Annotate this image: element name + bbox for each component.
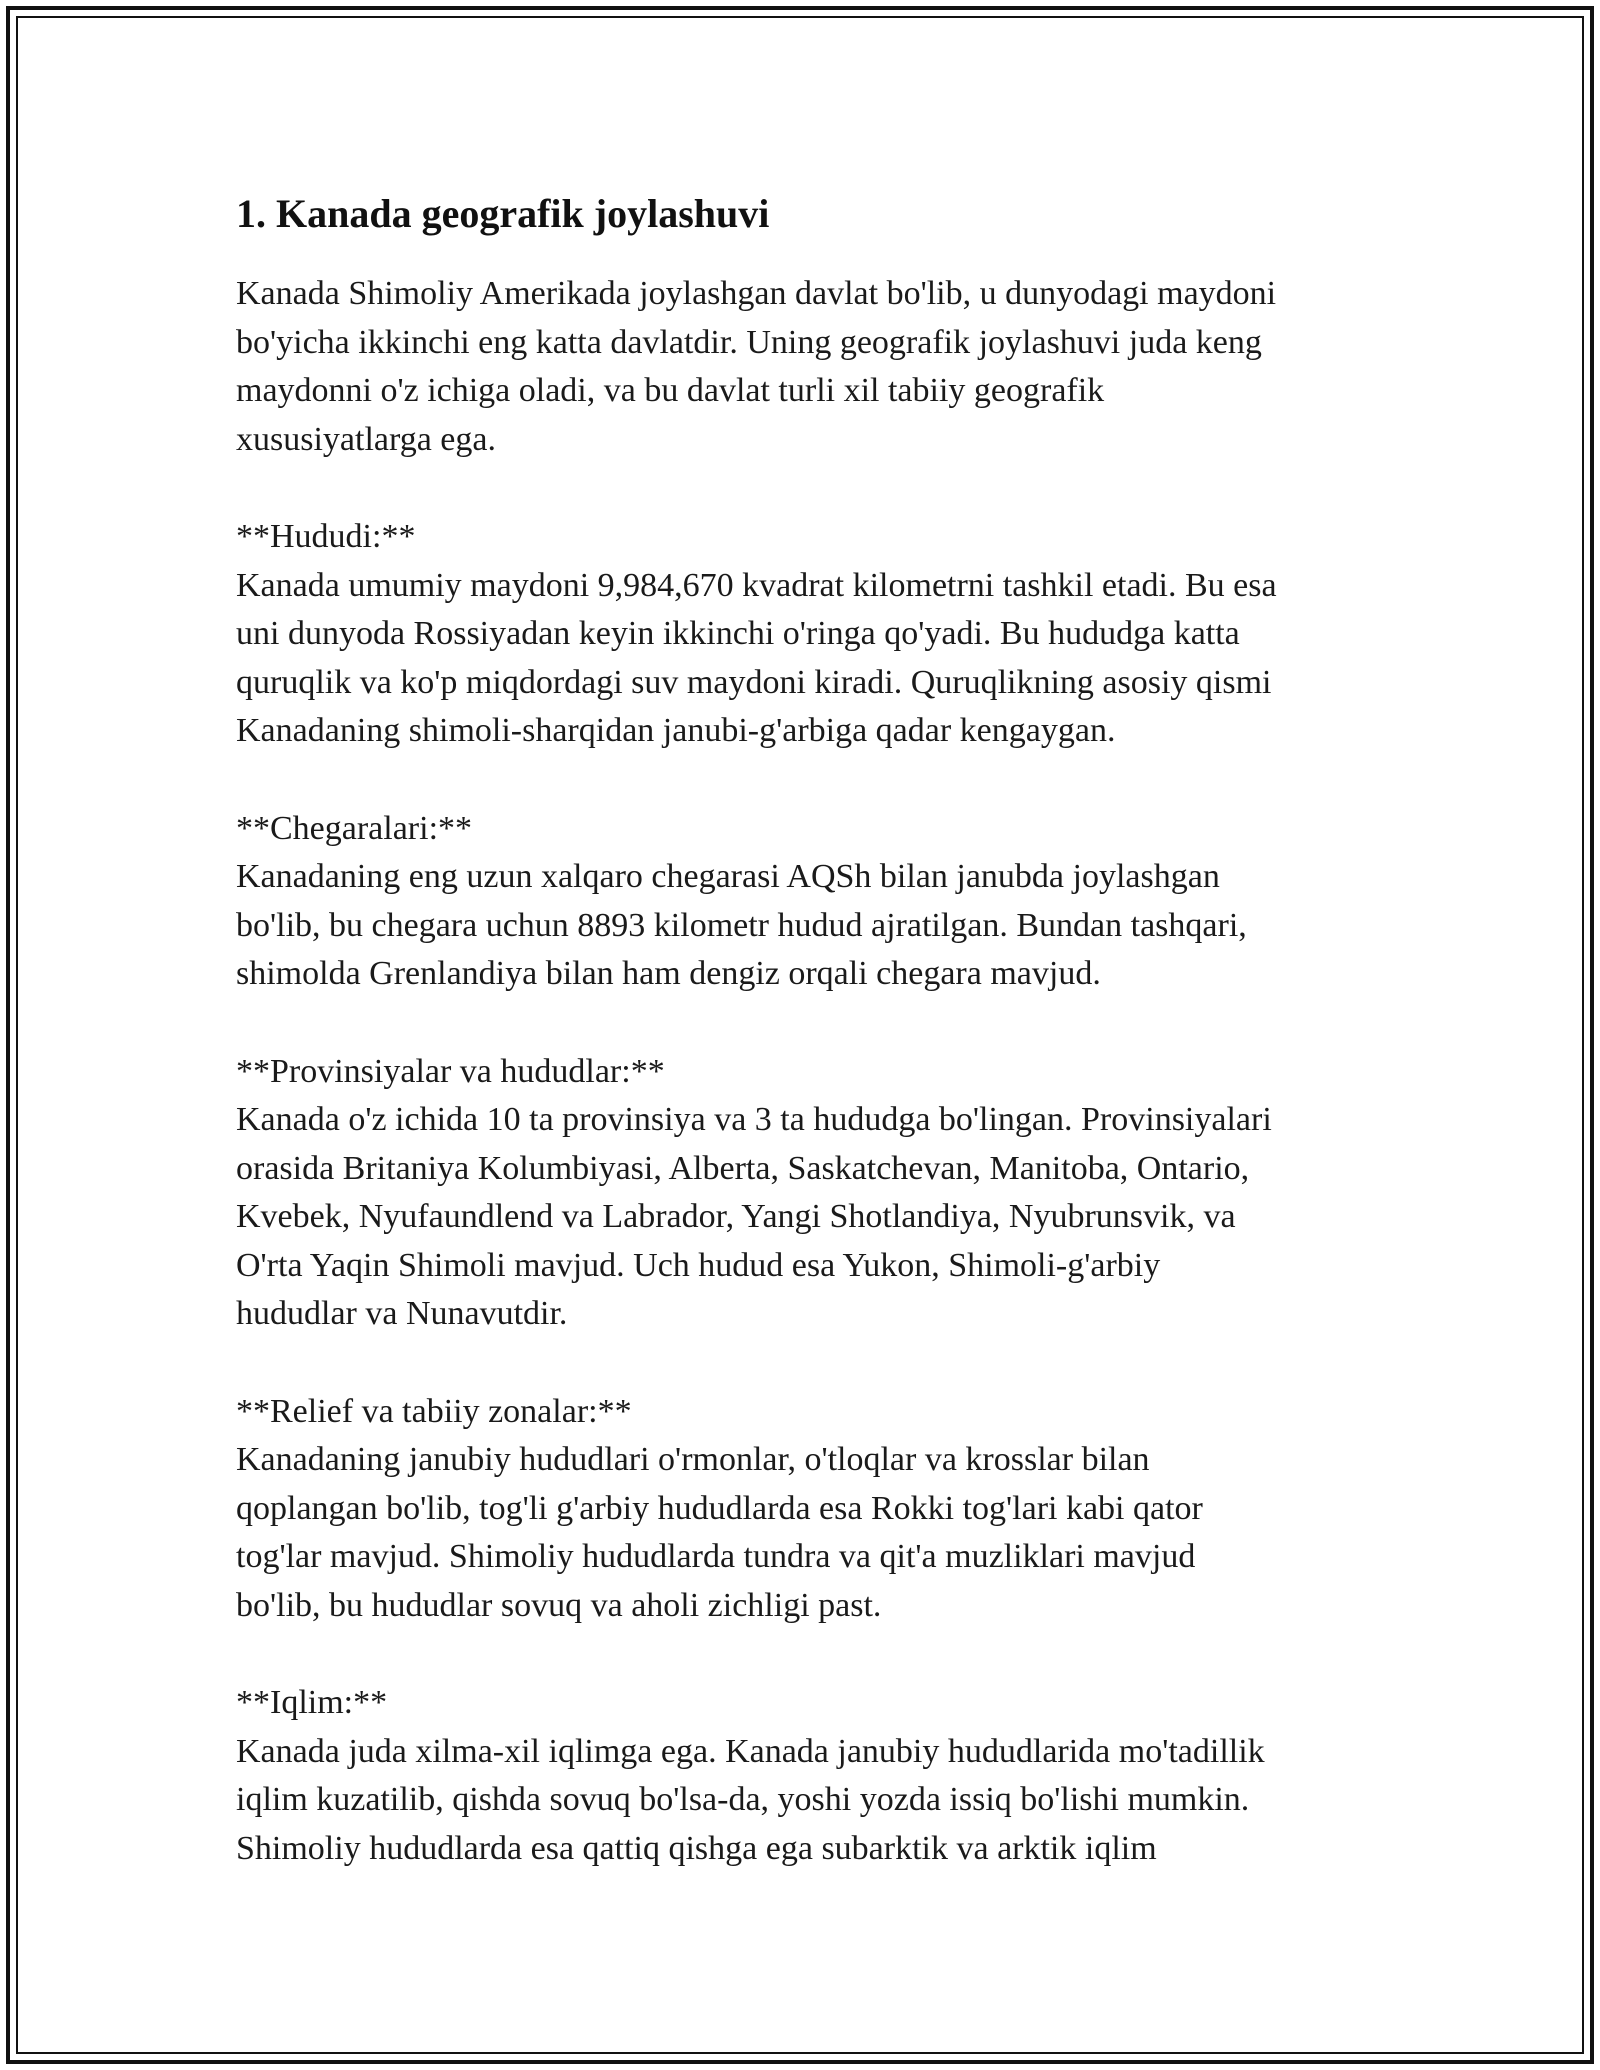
section-chegaralari <box>236 805 1396 999</box>
document-title: 1. Kanada geografik joylashuvi <box>236 191 770 236</box>
section-heading: **Provinsiyalar va hududlar:** <box>236 1052 665 1090</box>
intro-paragraph: Kanada Shimoliy Amerikada joylashgan davlat bo'lib, u dunyodagi maydoni bo'yicha ikkinchi eng katta davlatdir. Uning geografik joylashuvi juda keng maydonni o'z ichiga oladi, va bu davlat turli xil tabiiy geografik xususiyatlarga ega. <box>236 275 1277 458</box>
document-page <box>236 186 1396 1874</box>
section-heading: **Chegaralari:** <box>236 809 473 847</box>
section-iqlim <box>236 1679 1396 1873</box>
section-provinsiyalar <box>236 1048 1396 1340</box>
section-heading: **Iqlim:** <box>236 1684 388 1722</box>
section-body: Kanadaning janubiy hududlari o'rmonlar, o'tloqlar va krosslar bilan qoplangan bo'lib, tog'li g'arbiy hududlarda esa Rokki tog'lari kabi qator tog'lar mavjud. Shimoliy hududlarda tundra va qit'a muzliklari mavjud bo'lib, bu hududlar sovuq va aholi zichligi past. <box>236 1441 1203 1625</box>
section-body: Kanada o'z ichida 10 ta provinsiya va 3 ta hududga bo'lingan. Provinsiyalari orasida Britaniya Kolumbiyasi, Alberta, Saskatchevan, Manitoba, Ontario, Kvebek, Nyufaundlend va Labrador, Yangi Shotlandiya, Nyubrunsvik, va O'rta Yaqin Shimoli mavjud. Uch hudud esa Yukon, Shimoli-g'arbiy hududlar va Nunavutdir. <box>236 1101 1272 1333</box>
section-body: Kanadaning eng uzun xalqaro chegarasi AQSh bilan janubda joylashgan bo'lib, bu chegara uchun 8893 kilometr hudud ajratilgan. Bundan tashqari, shimolda Grenlandiya bilan ham dengiz orqali chegara mavjud. <box>236 858 1247 993</box>
section-heading: **Relief va tabiiy zonalar:** <box>236 1392 632 1430</box>
section-body: Kanada juda xilma-xil iqlimga ega. Kanada janubiy hududlarida mo'tadillik iqlim kuzatilib, qishda sovuq bo'lsa-da, yoshi yozda issiq bo'lishi mumkin. Shimoliy hududlarda esa qattiq qishga ega subarktik va arktik iqlim <box>236 1732 1265 1867</box>
section-relief <box>236 1388 1396 1631</box>
section-hududi <box>236 513 1396 756</box>
section-heading: **Hududi:** <box>236 517 416 555</box>
section-body: Kanada umumiy maydoni 9,984,670 kvadrat kilometrni tashkil etadi. Bu esa uni dunyoda Rossiyadan keyin ikkinchi o'ringa qo'yadi. Bu hududga katta quruqlik va ko'p miqdordagi suv maydoni kiradi. Quruqlikning asosiy qismi Kanadaning shimoli-sharqidan janubi-g'arbiga qadar kengaygan. <box>236 566 1277 750</box>
